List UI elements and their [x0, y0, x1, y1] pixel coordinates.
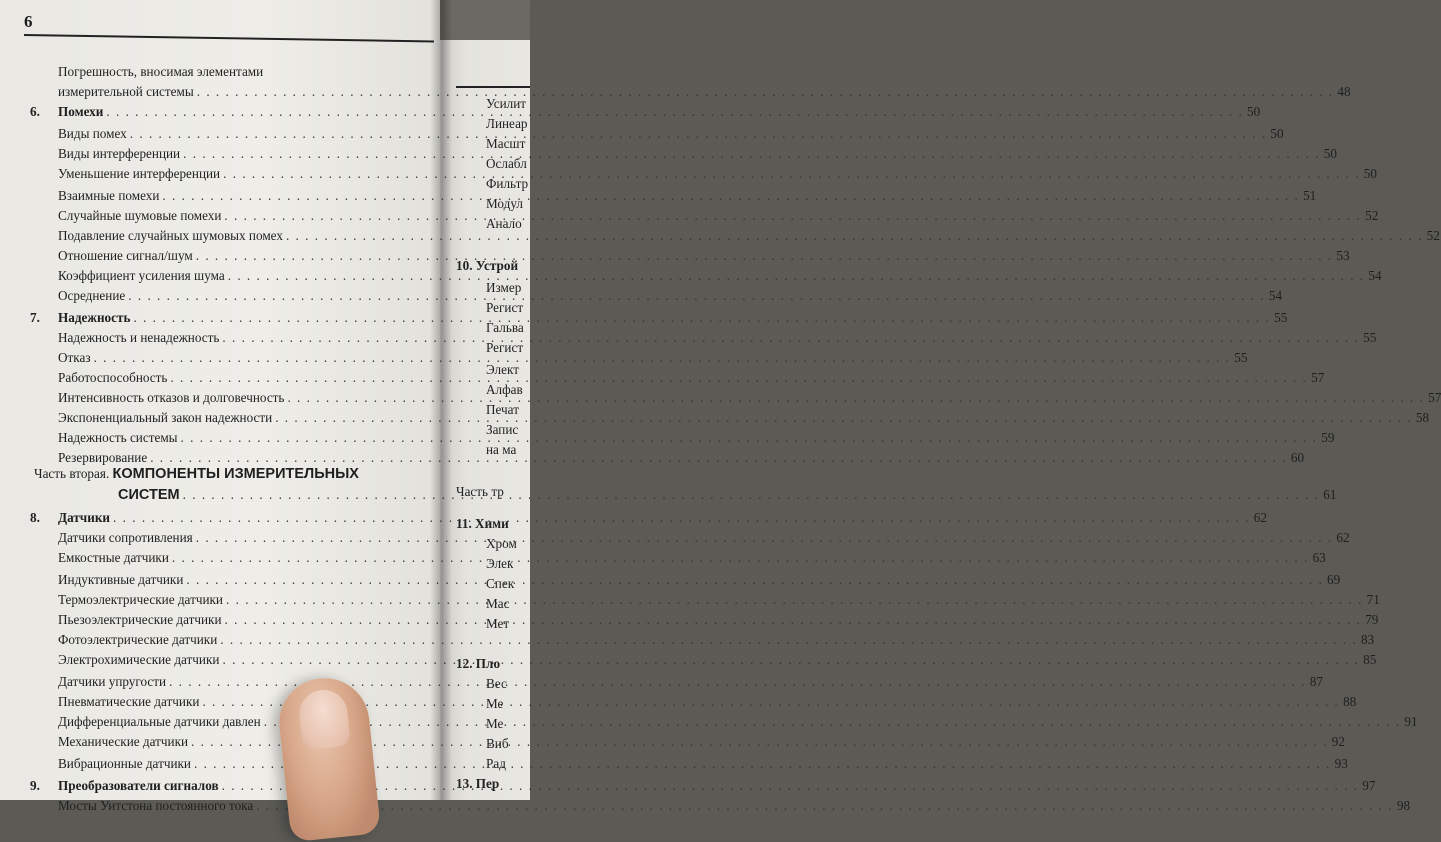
leader-dots [113, 510, 1250, 526]
toc-entry-page: 92 [1331, 734, 1345, 749]
toc-entry-title: Вибрационные датчики [58, 756, 191, 771]
leader-dots [223, 166, 1360, 182]
toc-entry-page: 52 [1426, 228, 1440, 243]
toc-entry-page: 55 [1363, 330, 1377, 345]
toc-entry-title: Подавление случайных шумовых помех [58, 228, 283, 243]
right-page-line: Хром [486, 536, 517, 551]
leader-dots [225, 612, 1362, 628]
right-page-line: на ма [486, 442, 517, 457]
toc-entry-title: Надежность [58, 310, 131, 325]
toc-entry-page: 55 [1234, 350, 1248, 365]
toc-entry-page: 57 [1428, 390, 1441, 405]
toc-entry-title: Пневматические датчики [58, 694, 200, 709]
toc-entry-page: 51 [1303, 188, 1317, 203]
toc-entry[interactable] [58, 410, 1430, 426]
toc-entry-title: измерительной системы [58, 84, 194, 99]
right-page-line: Элек [486, 556, 514, 571]
toc-entry-page: 53 [1336, 248, 1350, 263]
toc-entry-title: Погрешность, вносимая элементами [58, 64, 264, 79]
toc-entry[interactable] [58, 146, 1337, 162]
right-page-line: Рад [486, 756, 506, 771]
right-page-line: Мас [486, 596, 510, 611]
toc-entry[interactable] [58, 450, 1305, 466]
leader-dots [94, 350, 1231, 366]
toc-entry-page: 93 [1334, 756, 1348, 771]
right-page-line: Вес [486, 676, 507, 691]
chapter-number: 9. [30, 778, 40, 793]
right-page-line: Ме [486, 716, 504, 731]
toc-entry-title: Термоэлектрические датчики [58, 592, 223, 607]
right-page-line: Фильтр [486, 176, 529, 191]
toc-entry-page: 48 [1337, 84, 1351, 99]
leader-dots [196, 530, 1333, 546]
toc-entry-title: Дифференциальные датчики давлен [58, 714, 261, 729]
toc-entry[interactable] [58, 632, 1375, 648]
leader-dots [226, 592, 1363, 608]
toc-entry[interactable] [58, 268, 1382, 284]
leader-dots [183, 146, 1320, 162]
part-two-title-end: СИСТЕМ [118, 487, 180, 503]
leader-dots [287, 390, 1424, 406]
leader-dots [128, 288, 1265, 304]
leader-dots [224, 208, 1361, 224]
toc-entry-title: Преобразователи сигналов [58, 778, 219, 793]
toc-entry-page: 50 [1323, 146, 1337, 161]
toc-entry-page: 97 [1362, 778, 1376, 793]
toc-entry-title: Коэффициент усиления шума [58, 268, 225, 283]
leader-dots [162, 188, 1299, 204]
toc-entry-page: 79 [1365, 612, 1379, 627]
toc-entry[interactable] [58, 228, 1440, 244]
right-page-line: 11. Хими [456, 516, 509, 531]
toc-entry-page: 50 [1270, 126, 1284, 141]
toc-entry-page: 88 [1343, 694, 1357, 709]
leader-dots [286, 228, 1423, 244]
toc-entry-title: Пьезоэлектрические датчики [58, 612, 222, 627]
toc-entry-page: 57 [1311, 370, 1325, 385]
toc-entry[interactable] [58, 248, 1350, 264]
toc-entry-title: Электрохимические датчики [58, 652, 220, 667]
toc-entry[interactable] [58, 390, 1441, 406]
right-page-line: Линеар [486, 116, 528, 131]
leader-dots [106, 104, 1243, 120]
right-page-line: Регист [486, 300, 524, 315]
toc-entry-title: Отношение сигнал/шум [58, 248, 193, 263]
toc-entry[interactable] [58, 430, 1335, 446]
leader-dots [133, 310, 1270, 326]
toc-entry[interactable] [58, 84, 1351, 100]
right-page-line: 10. Устрой [456, 258, 519, 273]
leader-dots [202, 694, 1339, 710]
chapter-number: 6. [30, 104, 40, 119]
toc-entry[interactable] [58, 350, 1248, 366]
leader-dots [228, 268, 1365, 284]
toc-entry-title: Экспоненциальный закон надежности [58, 410, 273, 425]
toc-entry[interactable] [58, 330, 1377, 346]
part-two-prefix: Часть вторая. [34, 466, 110, 481]
chapter-number: 7. [30, 310, 40, 325]
leader-dots [186, 572, 1323, 588]
leader-dots [222, 778, 1359, 794]
leader-dots [256, 798, 1393, 814]
leader-dots [275, 410, 1412, 426]
leader-dots [150, 450, 1287, 466]
leader-dots [181, 430, 1318, 446]
right-page-line: Регист [486, 340, 524, 355]
right-page-line: Гальва [486, 320, 524, 335]
toc-entry-page: 59 [1321, 430, 1335, 445]
toc-entry-title: Фотоэлектрические датчики [58, 632, 218, 647]
toc-entry-title: Емкостные датчики [58, 550, 169, 565]
toc-entry-page: 55 [1274, 310, 1288, 325]
toc-entry[interactable] [58, 126, 1284, 142]
toc-entry-title: Надежность системы [58, 430, 178, 445]
toc-entry-page: 60 [1290, 450, 1305, 465]
toc-entry-title: Помехи [58, 104, 104, 119]
toc-entry-title: Интенсивность отказов и долговечность [58, 390, 285, 405]
leader-dots [264, 714, 1401, 730]
toc-entry-page: 50 [1247, 104, 1261, 119]
right-page-line: Запис [486, 422, 519, 437]
toc-entry-title: Отказ [58, 350, 91, 365]
toc-entry-title: Индуктивные датчики [58, 572, 184, 587]
right-page-line: 12. Пло [456, 656, 501, 671]
page-number: 6 [24, 12, 33, 31]
toc-entry-page: 62 [1253, 510, 1267, 525]
toc-entry[interactable] [58, 370, 1325, 386]
toc-entry-page: 98 [1396, 798, 1411, 813]
leader-dots [172, 550, 1309, 566]
leader-dots [170, 370, 1307, 386]
right-page-line: Спек [486, 576, 515, 591]
toc-entry-page: 63 [1312, 550, 1326, 565]
right-page-line: Модул [486, 196, 523, 211]
toc-entry[interactable] [58, 288, 1283, 304]
toc-entry-title: Взаимные помехи [58, 188, 160, 203]
part-two-heading [34, 466, 359, 482]
toc-chapter-entry[interactable] [58, 310, 1288, 326]
toc-entry-title: Датчики [58, 510, 111, 525]
right-page-line: Виб [486, 736, 509, 751]
leader-dots [183, 487, 1320, 503]
right-page-line: Масшт [486, 136, 526, 151]
toc-entry-title: Работоспособность [58, 370, 168, 385]
toc-entry-page: 85 [1363, 652, 1377, 667]
toc-entry-page: 69 [1327, 572, 1341, 587]
toc-entry[interactable] [58, 166, 1377, 182]
right-page-line: Часть тр [456, 484, 504, 499]
leader-dots [130, 126, 1267, 142]
right-page-line: Анало [486, 216, 522, 231]
right-page-line: Усилит [486, 96, 527, 111]
part-two-page: 61 [1323, 487, 1337, 502]
toc-entry-title: Уменьшение интерференции [58, 166, 221, 181]
toc-entry-page: 71 [1366, 592, 1380, 607]
toc-entry[interactable] [58, 64, 428, 80]
toc-entry-title: Датчики упругости [58, 674, 167, 689]
right-page-line: Ослабл [486, 156, 527, 171]
leader-dots [196, 248, 1333, 264]
right-page-line: Измер [486, 280, 522, 295]
right-page-line: Мет [486, 616, 510, 631]
leader-dots [222, 330, 1359, 346]
toc-entry-page: 62 [1336, 530, 1350, 545]
chapter-number: 8. [30, 510, 40, 525]
right-page-line: 13. Пер [456, 776, 500, 791]
toc-entry-title: Виды интерференции [58, 146, 181, 161]
toc-entry-title: Виды помех [58, 126, 127, 141]
toc-entry-page: 83 [1360, 632, 1375, 647]
toc-entry-title: Резервирование [58, 450, 148, 465]
toc-entry-page: 87 [1309, 674, 1323, 689]
toc-entry-title: Надежность и ненадежность [58, 330, 220, 345]
toc-entry-page: 54 [1268, 288, 1283, 303]
toc-entry-title: Мосты Уитстона постоянного тока [58, 798, 254, 813]
toc-chapter-entry[interactable] [58, 104, 1261, 120]
toc-entry-page: 50 [1363, 166, 1377, 181]
toc-entry-page: 58 [1415, 410, 1430, 425]
toc-entry-page: 91 [1404, 714, 1418, 729]
toc-entry-title: Осреднение [58, 288, 126, 303]
right-page-line: Печат [486, 402, 519, 417]
toc-entry-title: Случайные шумовые помехи [58, 208, 222, 223]
right-page-line: Элект [486, 362, 519, 377]
leader-dots [222, 652, 1359, 668]
toc-entry-page: 52 [1365, 208, 1379, 223]
toc-entry-page: 54 [1368, 268, 1382, 283]
part-two-title: КОМПОНЕНТЫ ИЗМЕРИТЕЛЬНЫХ [112, 466, 359, 482]
toc-entry-title: Механические датчики [58, 734, 189, 749]
leader-dots [197, 84, 1334, 100]
leader-dots [220, 632, 1357, 648]
right-page-line: Ме [486, 696, 504, 711]
right-page-line: Алфав [486, 382, 523, 397]
toc-entry-title: Датчики сопротивления [58, 530, 193, 545]
